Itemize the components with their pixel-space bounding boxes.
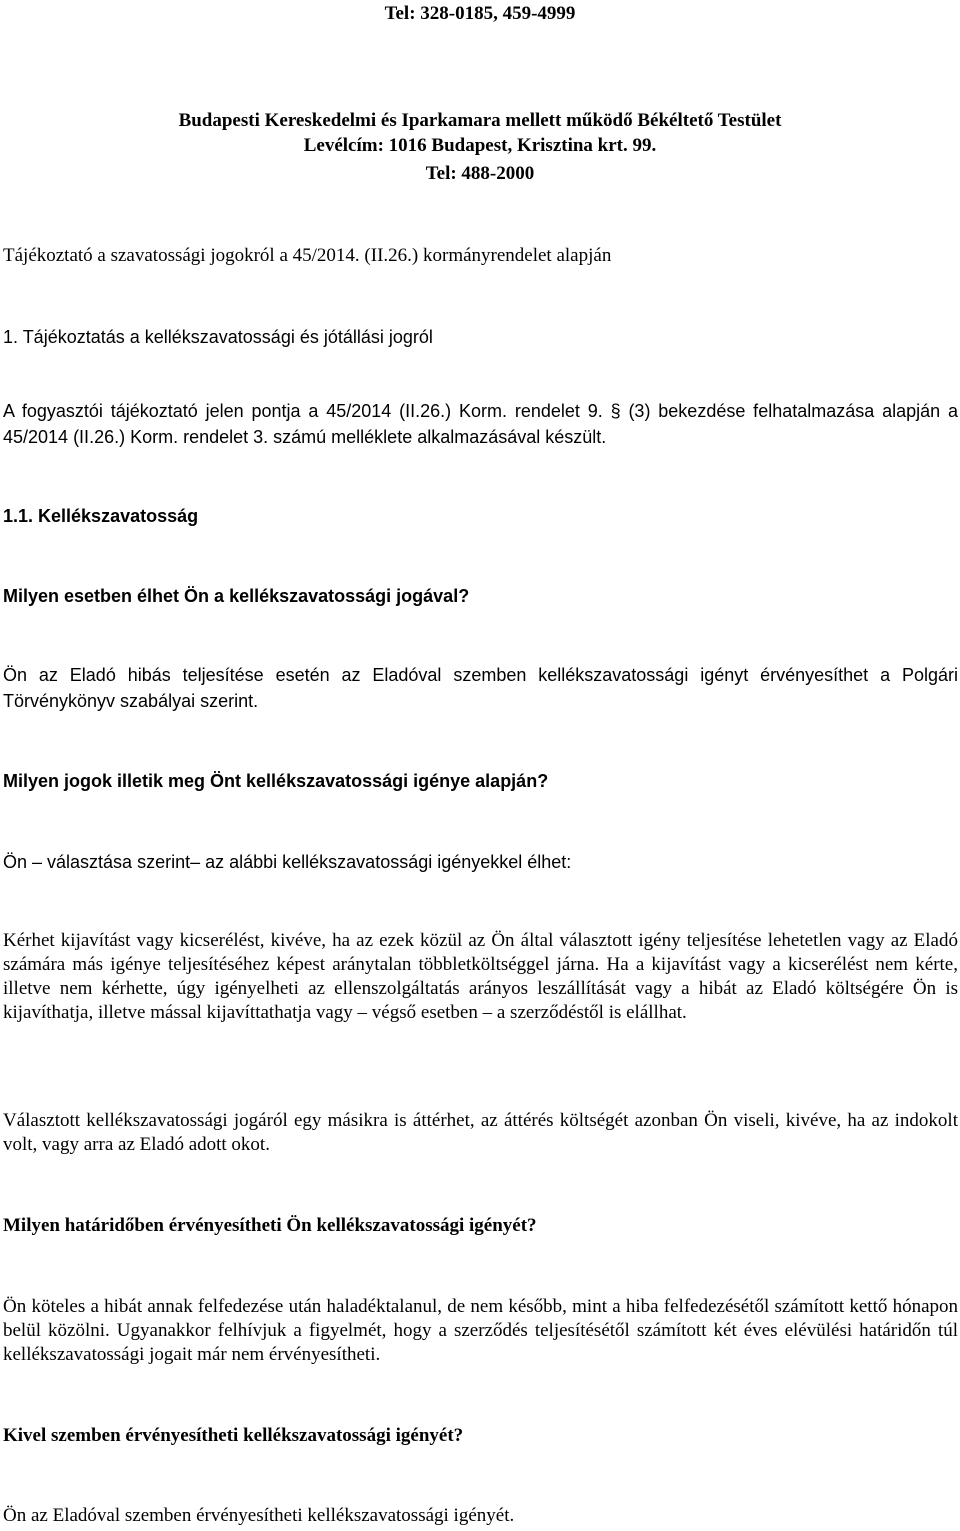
answer-when: Ön az Eladó hibás teljesítése esetén az Eladóval szemben kellékszavatossági igényt érvényesíthet a Polgári Törvénykönyv szabályai szerint.: [3, 665, 958, 711]
chamber-phone: Tel: 488-2000: [425, 163, 535, 184]
answer-against-whom: Ön az Eladóval szemben érvényesítheti kellékszavatossági igényét.: [3, 1505, 515, 1526]
question-against-whom: Kivel szemben érvényesítheti kellékszavatossági igényét?: [3, 1425, 464, 1446]
question-deadline: Milyen határidőben érvényesítheti Ön kellékszavatossági igényét?: [3, 1215, 537, 1236]
answer-deadline: Ön köteles a hibát annak felfedezése után haladéktalanul, de nem később, mint a hiba felfedezésétől számított kettő hónapon belül közölni. Ugyanakkor felhívjuk a figyelmét, hogy a szerződés teljesítésétől számított két éves elévülési határidőn túl kellékszavatossági jogait már nem érvényesítheti.: [3, 1296, 958, 1365]
chamber-name: Budapesti Kereskedelmi és Iparkamara mellett működő Békéltető Testület: [178, 110, 782, 131]
answer-rights-intro: Ön – választása szerint– az alábbi kellékszavatossági igényekkel élhet:: [3, 852, 572, 872]
answer-rights-body: Kérhet kijavítást vagy kicserélést, kivéve, ha az ezek közül az Ön által választott igény teljesítése lehetetlen vagy az Eladó számára más igénye teljesítéséhez képest aránytalan többletköltséggel járna. Ha a kijavítást vagy a kicserélést nem kérte, illetve nem kérhette, úgy igényelheti az ellenszolgáltatás arányos leszállítását vagy a hibát az Eladó költségére Ön is kijavíthatja, illetve mással kijavíttathatja vagy – végső esetben – a szerződéstől is elállhat.: [3, 930, 958, 1023]
section-1-1-heading: 1.1. Kellékszavatosság: [3, 506, 199, 526]
top-phone-line: Tel: 328-0185, 459-4999: [384, 3, 576, 24]
chamber-address: Levélcím: 1016 Budapest, Krisztina krt. 99.: [303, 135, 657, 156]
answer-rights-switch: Választott kellékszavatossági jogáról egy másikra is áttérhet, az áttérés költségét azonban Ön viseli, kivéve, ha az indokolt volt, vagy arra az Eladó adott okot.: [3, 1110, 958, 1155]
document-title: Tájékoztató a szavatossági jogokról a 45/2014. (II.26.) kormányrendelet alapján: [3, 245, 612, 266]
question-when: Milyen esetben élhet Ön a kellékszavatossági jogával?: [3, 586, 470, 606]
question-rights: Milyen jogok illetik meg Önt kellékszavatossági igénye alapján?: [3, 771, 549, 791]
section-1-intro: A fogyasztói tájékoztató jelen pontja a 45/2014 (II.26.) Korm. rendelet 9. § (3) bekezdése felhatalmazása alapján a 45/2014 (II.26.) Korm. rendelet 3. számú melléklete alkalmazásával készült.: [3, 401, 958, 447]
section-1-heading: 1. Tájékoztatás a kellékszavatossági és jótállási jogról: [3, 327, 433, 347]
